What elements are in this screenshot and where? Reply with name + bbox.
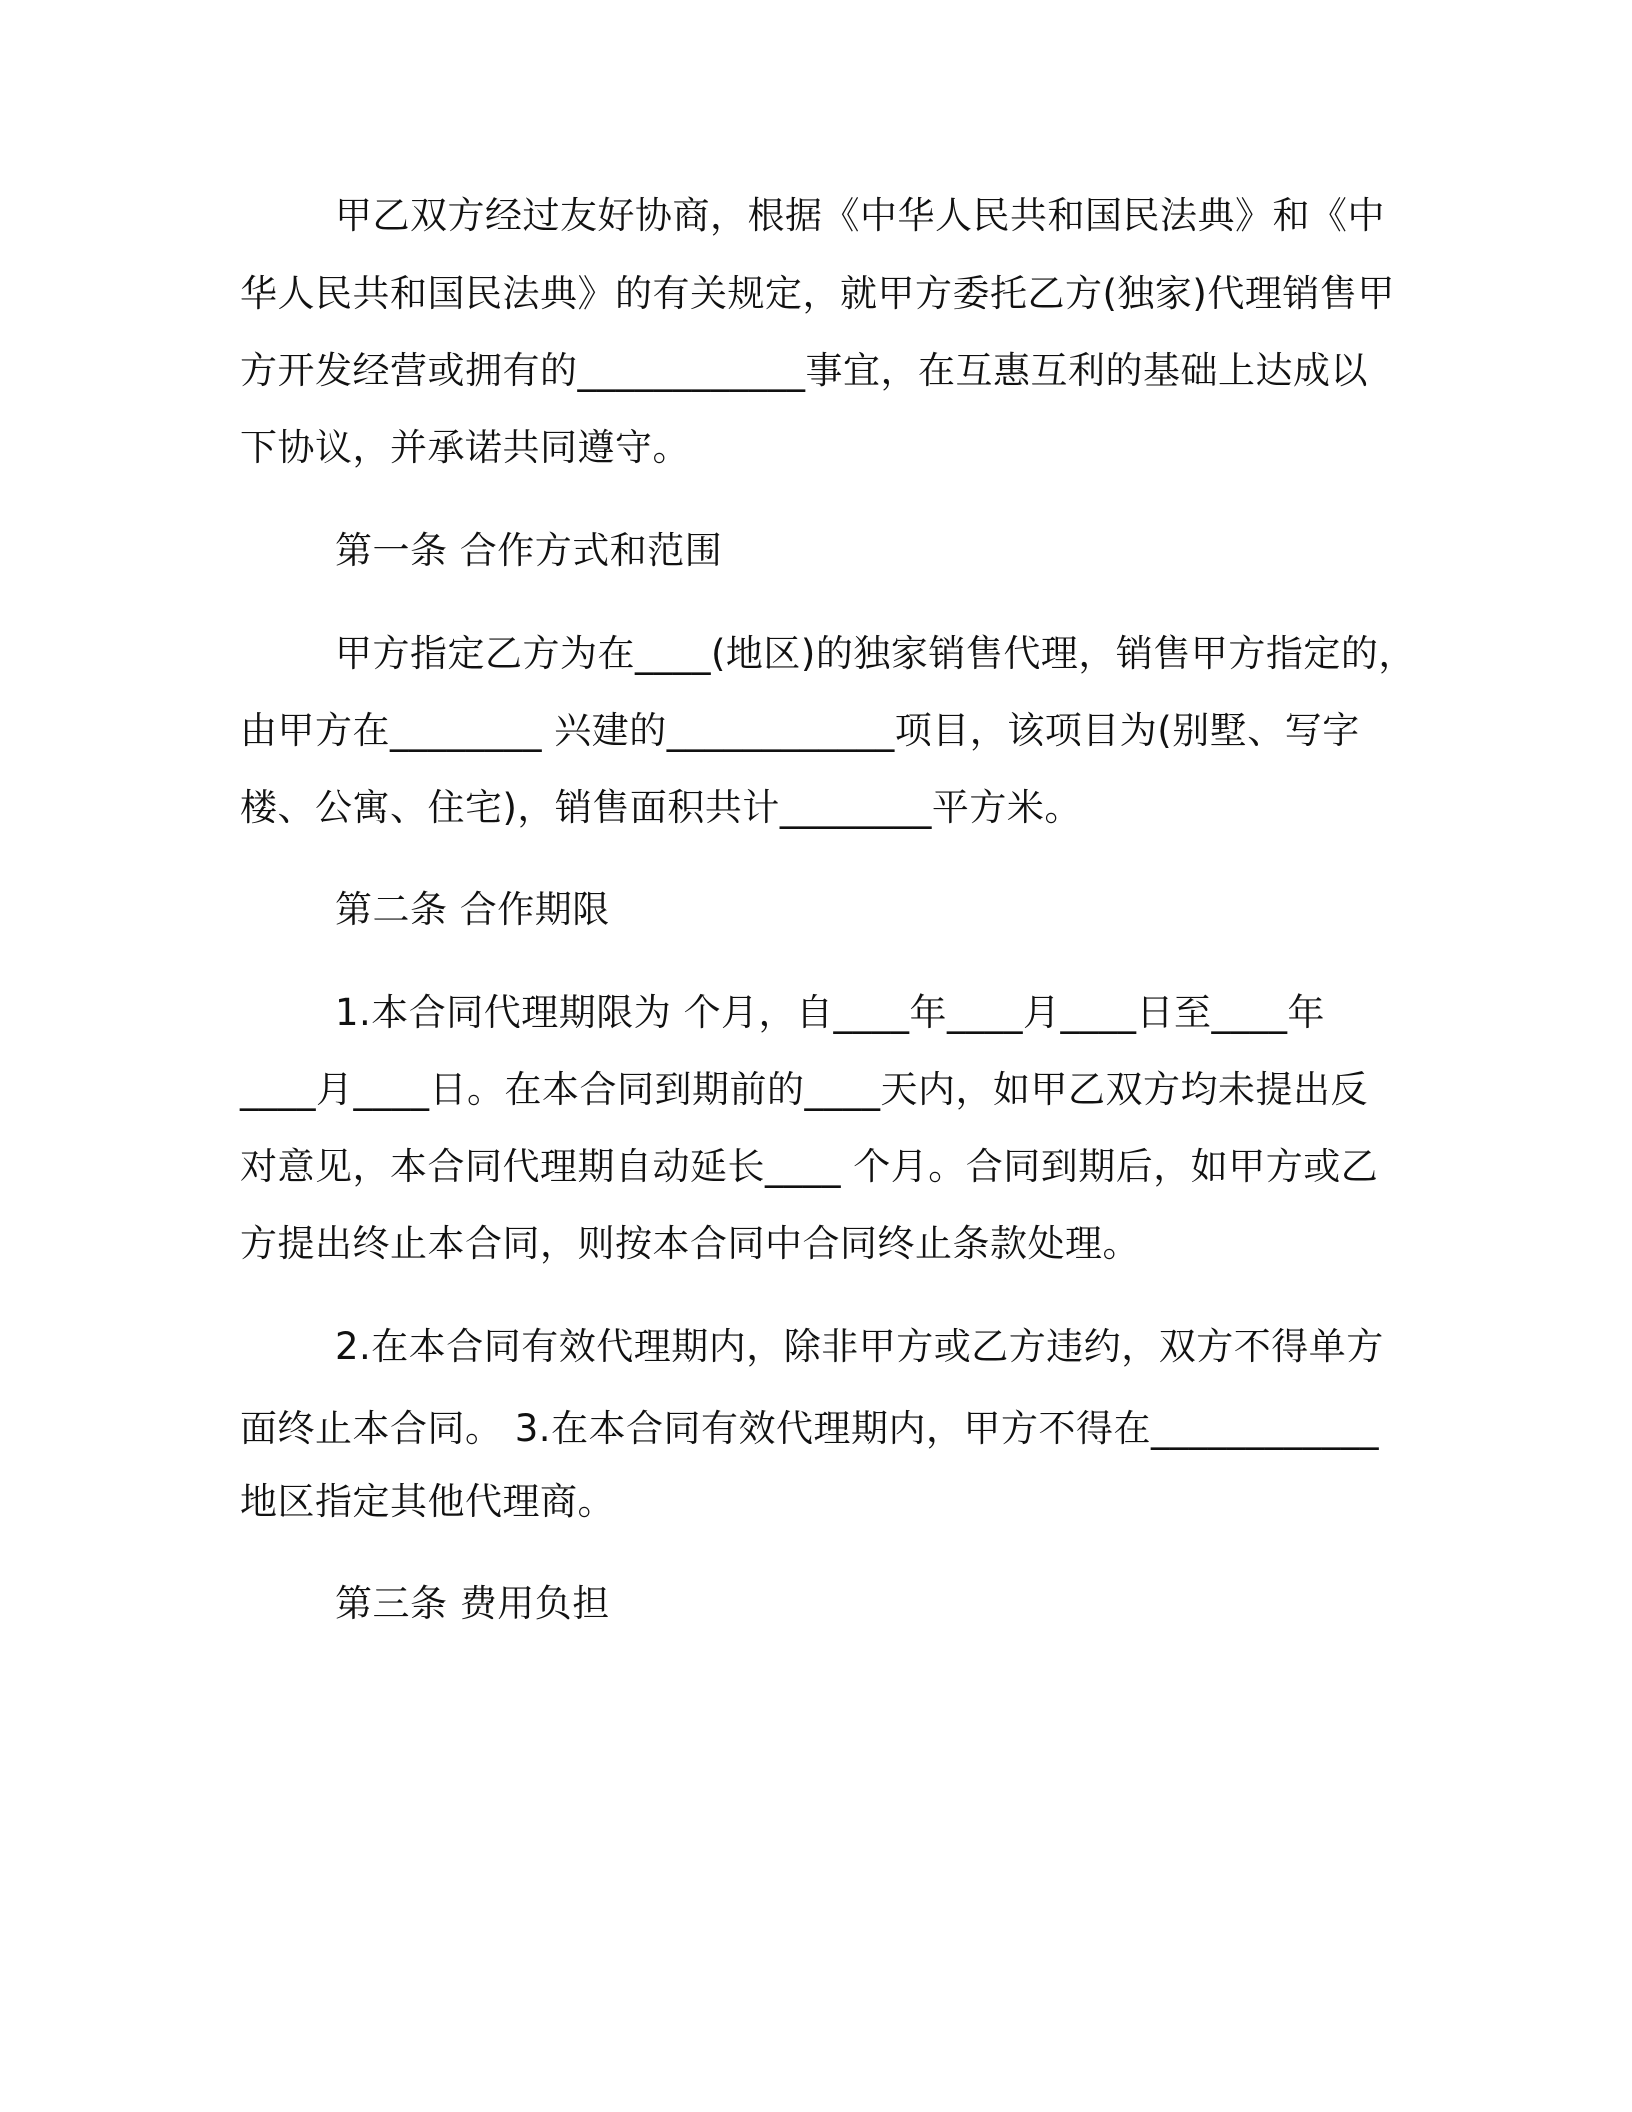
article2-item1-line-1: 1.本合同代理期限为 个月，自____年____月____日至____年 — [335, 991, 1326, 1034]
intro-line-2: 华人民共和国民法典》的有关规定，就甲方委托乙方(独家)代理销售甲 — [240, 272, 1395, 315]
article2-item2-line-1: 2.在本合同有效代理期内，除非甲方或乙方违约，双方不得单方 — [335, 1325, 1384, 1368]
article2-title: 第二条 合作期限 — [335, 888, 610, 931]
intro-line-3: 方开发经营或拥有的____________事宜，在互惠互利的基础上达成以 — [240, 349, 1368, 392]
article3-title: 第三条 费用负担 — [335, 1582, 610, 1625]
article1-line-3: 楼、公寓、住宅)，销售面积共计________平方米。 — [240, 786, 1082, 829]
article2-item2-line-2: 面终止本合同。 3.在本合同有效代理期内，甲方不得在____________ — [240, 1407, 1380, 1450]
article1-title: 第一条 合作方式和范围 — [335, 529, 723, 572]
article1-line-1: 甲方指定乙方为在____(地区)的独家销售代理，销售甲方指定的， — [335, 632, 1416, 675]
article2-item1-line-4: 方提出终止本合同，则按本合同中合同终止条款处理。 — [240, 1222, 1140, 1265]
article2-item1-line-2: ____月____日。在本合同到期前的____天内，如甲乙双方均未提出反 — [240, 1068, 1368, 1111]
article2-item2-line-3: 地区指定其他代理商。 — [240, 1480, 615, 1523]
intro-line-4: 下协议，并承诺共同遵守。 — [240, 426, 690, 469]
article2-item1-line-3: 对意见，本合同代理期自动延长____ 个月。合同到期后，如甲方或乙 — [240, 1145, 1379, 1188]
article1-line-2: 由甲方在________ 兴建的____________项目，该项目为(别墅、写字 — [240, 709, 1360, 752]
intro-line-1: 甲乙双方经过友好协商，根据《中华人民共和国民法典》和《中 — [335, 194, 1385, 237]
